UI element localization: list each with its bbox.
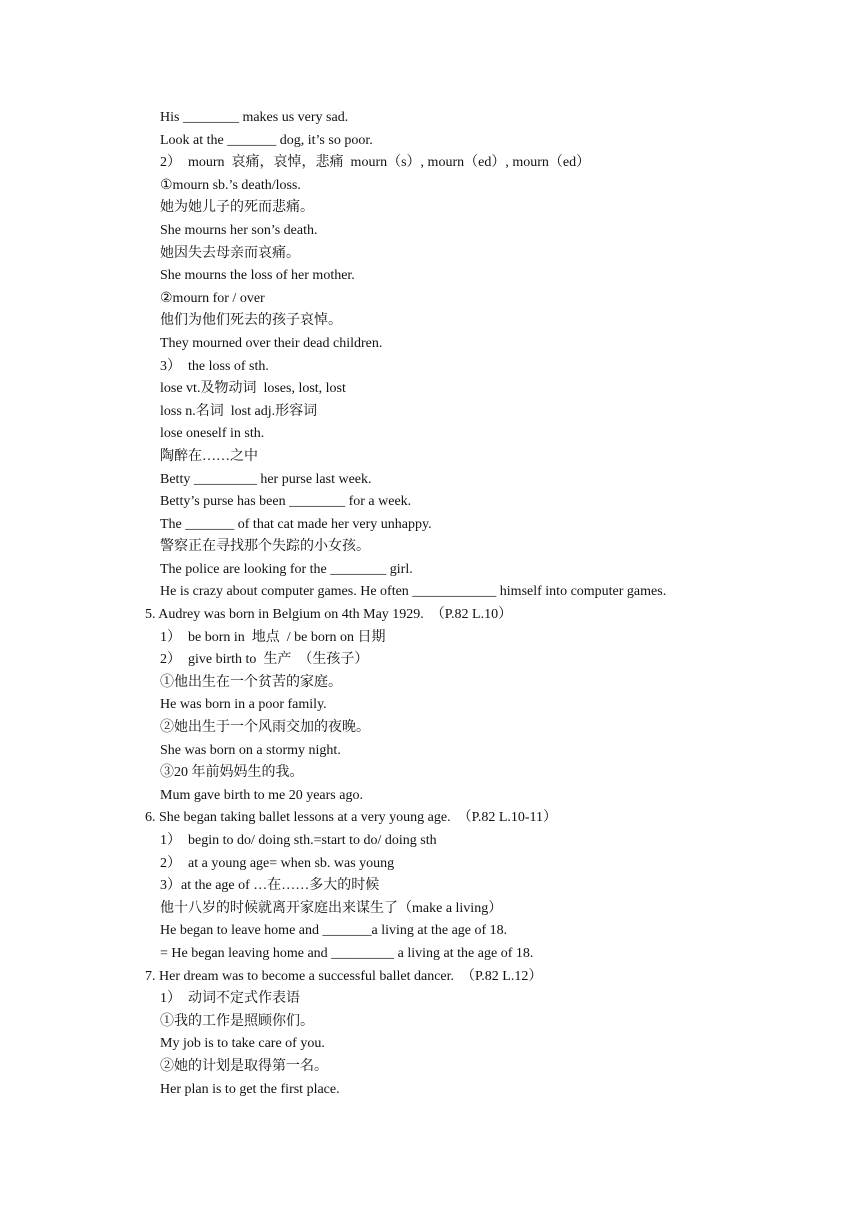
text-line: 她为她儿子的死而悲痛。: [160, 200, 314, 216]
text-line: ①我的工作是照顾你们。: [160, 1013, 314, 1029]
text-line: My job is to take care of you.: [160, 1036, 325, 1052]
text-line: They mourned over their dead children.: [160, 335, 383, 351]
text-line: 1） be born in 地点 / be born on 日期: [160, 629, 386, 645]
text-line: Look at the _______ dog, it’s so poor.: [160, 132, 373, 148]
text-line: She was born on a stormy night.: [160, 742, 341, 758]
numbered-heading: 5. Audrey was born in Belgium on 4th May 1929. （P.82 L.10）: [145, 607, 513, 623]
text-line: lose oneself in sth.: [160, 426, 265, 442]
text-line: Betty’s purse has been ________ for a week.: [160, 494, 412, 510]
text-line: ②她出生于一个风雨交加的夜晚。: [160, 720, 370, 736]
text-line: Her plan is to get the first place.: [160, 1081, 340, 1097]
text-line: 1） 动词不定式作表语: [160, 991, 300, 1007]
text-line: 2） at a young age= when sb. was young: [160, 855, 395, 871]
text-line: 她因失去母亲而哀痛。: [160, 245, 300, 261]
numbered-heading: 6. She began taking ballet lessons at a very young age. （P.82 L.10-11）: [145, 810, 558, 826]
text-line: 2） mourn 哀痛，哀悼，悲痛 mourn（s）, mourn（ed）, mourn（ed）: [160, 155, 591, 171]
text-line: ③20 年前妈妈生的我。: [160, 765, 304, 781]
text-line: = He began leaving home and _________ a living at the age of 18.: [160, 945, 534, 961]
text-line: 3） the loss of sth.: [160, 358, 269, 374]
text-line: ②她的计划是取得第一名。: [160, 1058, 328, 1074]
text-line: She mourns the loss of her mother.: [160, 268, 355, 284]
text-line: His ________ makes us very sad.: [160, 110, 349, 125]
text-line: 警察正在寻找那个失踪的小女孩。: [160, 539, 370, 555]
text-line: 陶醉在……之中: [160, 448, 258, 464]
text-line: ②mourn for / over: [160, 290, 265, 306]
document-body: [0, 107, 860, 1101]
text-line: He is crazy about computer games. He often ____________ himself into computer games.: [160, 584, 667, 600]
text-line: She mourns her son’s death.: [160, 222, 318, 238]
text-line: 他十八岁的时候就离开家庭出来谋生了（make a living）: [160, 900, 503, 916]
text-line: Betty _________ her purse last week.: [160, 471, 372, 487]
text-line: lose vt.及物动词 loses, lost, lost: [160, 381, 346, 397]
text-line: 1） begin to do/ doing sth.=start to do/ doing sth: [160, 833, 437, 848]
text-line: He began to leave home and _______a living at the age of 18.: [160, 923, 508, 939]
text-line: 他们为他们死去的孩子哀悼。: [160, 313, 342, 329]
text-line: The police are looking for the ________ girl.: [160, 561, 413, 577]
numbered-heading: 7. Her dream was to become a successful ballet dancer. （P.82 L.12）: [145, 968, 543, 984]
text-line: Mum gave birth to me 20 years ago.: [160, 787, 363, 803]
text-line: ①mourn sb.’s death/loss.: [160, 177, 301, 193]
text-line: ①他出生在一个贫苦的家庭。: [160, 674, 342, 690]
text-line: He was born in a poor family.: [160, 697, 327, 713]
text-line: loss n.名词 lost adj.形容词: [160, 403, 318, 419]
text-line: 2） give birth to 生产 （生孩子）: [160, 652, 369, 668]
text-line: The _______ of that cat made her very unhappy.: [160, 516, 432, 532]
text-line: 3）at the age of …在……多大的时候: [160, 878, 380, 894]
